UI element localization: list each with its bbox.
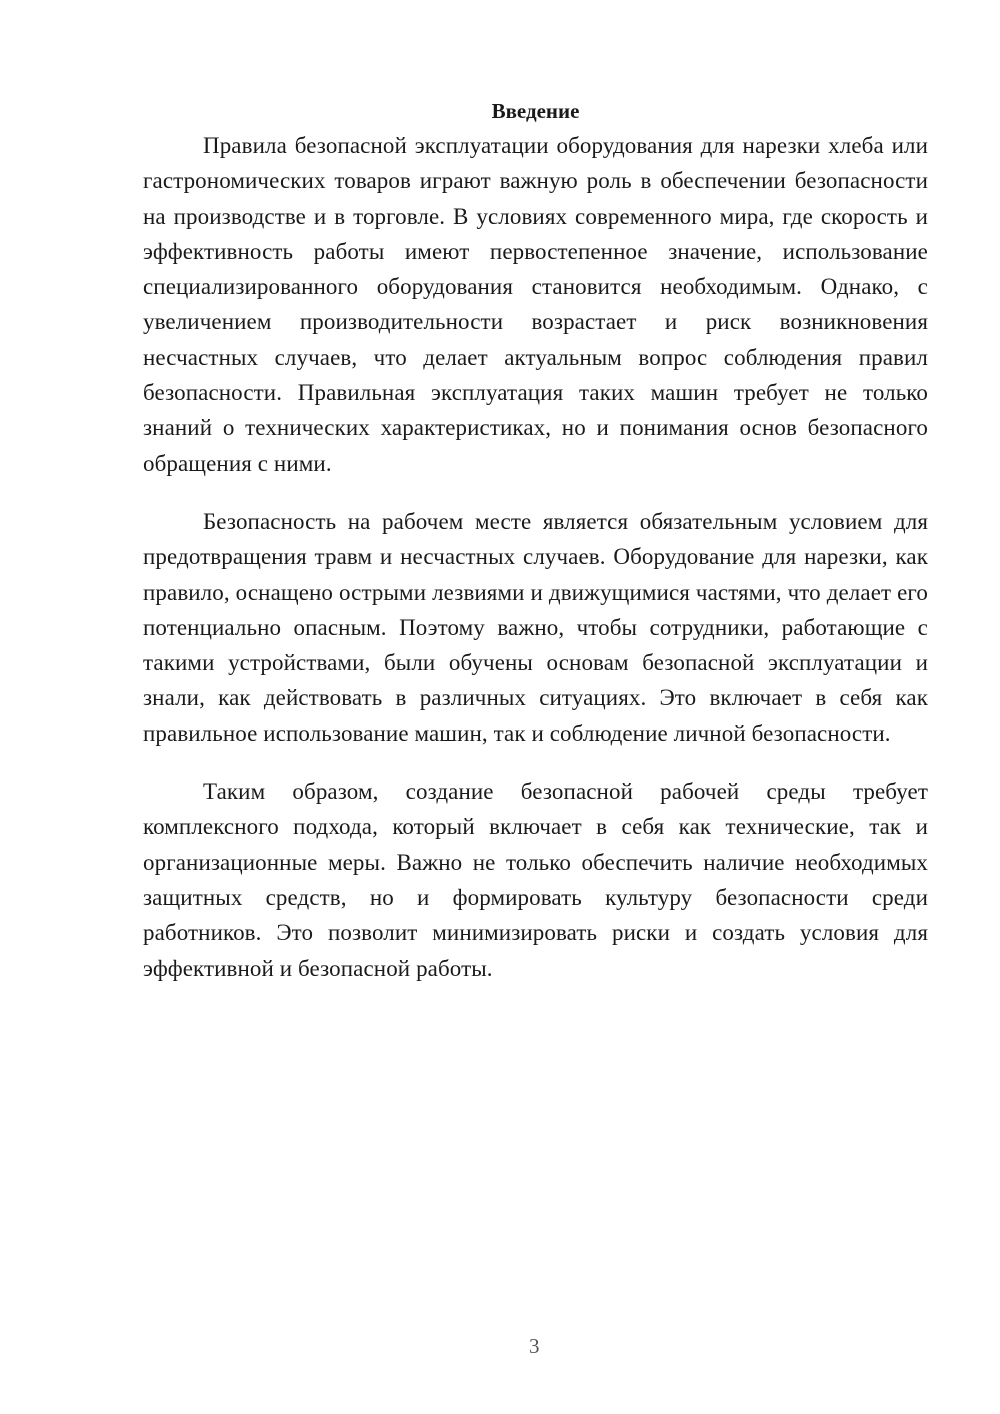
section-title: Введение xyxy=(491,99,580,123)
page-number-footer xyxy=(72,1334,1000,1359)
paragraph-1: Правила безопасной эксплуатации оборудования для нарезки хлеба или гастрономических товаров играют важную роль в обеспечении безопасности на производстве и в торговле. В условиях современного мира, где скорость и эффективность работы имеют первостепенное значение, использование специализированного оборудования становится необходимым. Однако, с увеличением производительности возрастает и риск возникновения несчастных случаев, что делает актуальным вопрос соблюдения правил безопасности. Правильная эксплуатация таких машин требует не только знаний о технических характеристиках, но и понимания основ безопасного обращения с ними. xyxy=(143,133,928,476)
page-number: 3 xyxy=(529,1334,540,1358)
paragraph-2: Безопасность на рабочем месте является обязательным условием для предотвращения травм и несчастных случаев. Оборудование для нарезки, как правило, оснащено острыми лезвиями и движущимися частями, что делает его потенциально опасным. Поэтому важно, чтобы сотрудники, работающие с такими устройствами, были обучены основам безопасной эксплуатации и знали, как действовать в различных ситуациях. Это включает в себя как правильное использование машин, так и соблюдение личной безопасности. xyxy=(143,508,928,746)
paragraph-3: Таким образом, создание безопасной рабочей среды требует комплексного подхода, который включает в себя как технические, так и организационные меры. Важно не только обеспечить наличие необходимых защитных средств, но и формировать культуру безопасности среди работников. Это позволит минимизировать риски и создать условия для эффективной и безопасной работы. xyxy=(143,779,928,981)
page-content xyxy=(143,96,928,1009)
